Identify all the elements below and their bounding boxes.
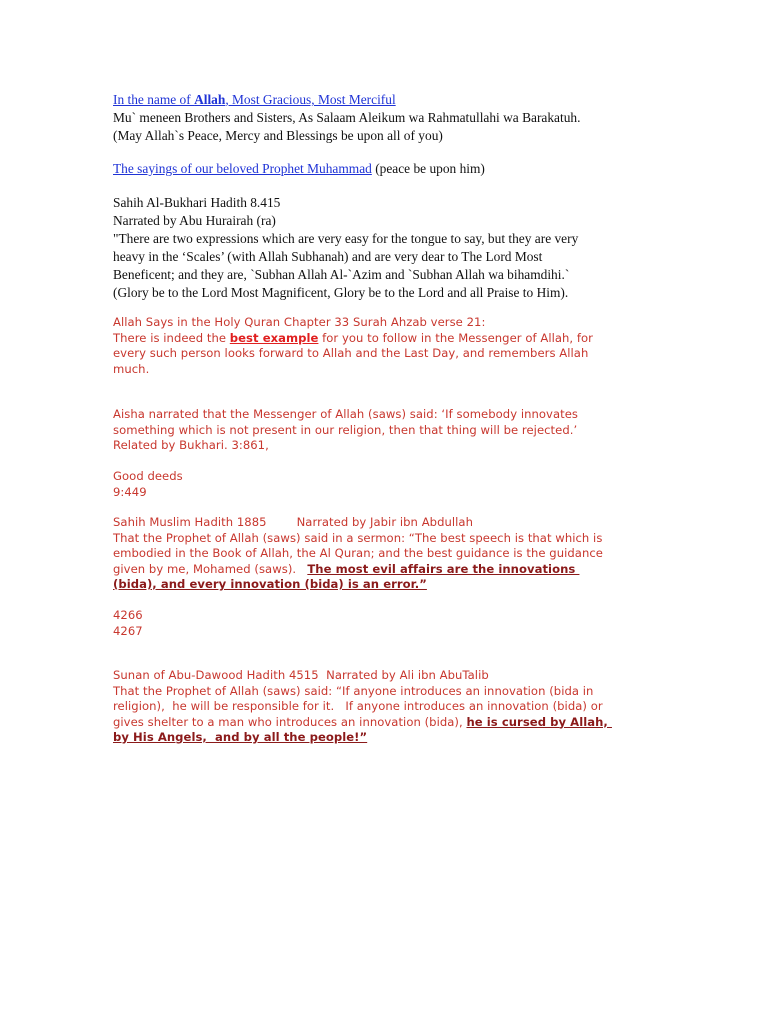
aisha-narration-block <box>113 407 673 454</box>
hadith-text-line: heavy in the ‘Scales’ (with Allah Subhanah) and are very dear to The Lord Most <box>113 249 543 264</box>
good-deeds-ref: 9:449 <box>113 484 147 499</box>
quran-text-line: There is indeed the best example for you to follow in the Messenger of Allah, for <box>113 330 593 345</box>
hadith-text-line: (Glory be to the Lord Most Magnificent, Glory be to the Lord and all Praise to Him). <box>113 285 569 300</box>
quran-reference: Allah Says in the Holy Quran Chapter 33 Surah Ahzab verse 21: <box>113 315 486 329</box>
hadith-text-line: given by me, Mohamed (saws). The most evil affairs are the innovations <box>113 561 580 576</box>
sayings-suffix: (peace be upon him) <box>371 161 485 176</box>
quran-text-line: every such person looks forward to Allah and the Last Day, and remembers Allah <box>113 346 589 360</box>
salaam-line: Mu` meneen Brothers and Sisters, As Salaam Aleikum wa Rahmatullahi wa Barakatuh. <box>113 110 581 125</box>
reference-number: 4266 <box>113 608 143 622</box>
quran-verse-block <box>113 315 673 377</box>
hadith-text-line <box>113 577 673 593</box>
hadith-text-line: religion), he will be responsible for it. If anyone introduces an innovation (bida) or <box>113 699 603 713</box>
bismillah-link[interactable]: In the name of Allah, Most Gracious, Most Merciful <box>113 92 396 107</box>
sayings-link[interactable]: The sayings of our beloved Prophet Muhammad <box>113 161 372 176</box>
hadith-text-line: That the Prophet of Allah (saws) said in a sermon: “The best speech is that which is <box>113 530 603 545</box>
bukhari-hadith-block <box>113 194 673 302</box>
abu-dawood-hadith-block <box>113 668 673 746</box>
blessings-line: (May Allah`s Peace, Mercy and Blessings be upon all of you) <box>113 128 443 143</box>
cursed-emphasis: he is cursed by Allah, <box>466 714 612 729</box>
hadith-text-line: embodied in the Book of Allah, the Al Quran; and the best guidance is the guidance <box>113 546 603 560</box>
hadith-text-line: That the Prophet of Allah (saws) said: “If anyone introduces an innovation (bida in <box>113 683 594 698</box>
hadith-text-line <box>113 730 673 746</box>
good-deeds-block <box>113 469 673 500</box>
quran-text-line: much. <box>113 361 150 376</box>
hadith-text-line: Beneficent; and they are, `Subhan Allah Al-`Azim and `Subhan Allah wa bihamdihi.` <box>113 267 570 282</box>
evil-affairs-emphasis: The most evil affairs are the innovations <box>307 561 580 576</box>
innovation-error-emphasis: (bida), and every innovation (bida) is an error.” <box>113 577 427 591</box>
narration-line: something which is not present in our religion, then that thing will be rejected.’ <box>113 422 578 437</box>
sayings-block <box>113 160 673 178</box>
good-deeds-label: Good deeds <box>113 469 183 483</box>
hadith-text-line: gives shelter to a man who introduces an innovation (bida), he is cursed by Allah, <box>113 714 612 729</box>
hadith-reference-line: Sahih Muslim Hadith 1885 Narrated by Jabir ibn Abdullah <box>113 515 473 529</box>
best-example-emphasis: best example <box>229 330 319 345</box>
angels-people-emphasis: by His Angels, and by all the people!” <box>113 730 368 744</box>
hadith-text-line: "There are two expressions which are very easy for the tongue to say, but they are very <box>113 231 579 246</box>
bismillah-line[interactable] <box>113 91 673 109</box>
narration-line: Related by Bukhari. 3:861, <box>113 438 269 452</box>
hadith-reference-line: Sunan of Abu-Dawood Hadith 4515 Narrated by Ali ibn AbuTalib <box>113 668 489 682</box>
hadith-narrator: Narrated by Abu Hurairah (ra) <box>113 213 276 228</box>
greeting-block <box>113 91 673 145</box>
hadith-reference: Sahih Al-Bukhari Hadith 8.415 <box>113 195 281 210</box>
muslim-hadith-block <box>113 515 673 593</box>
reference-numbers-block <box>113 608 673 639</box>
reference-number: 4267 <box>113 623 143 638</box>
narration-line: Aisha narrated that the Messenger of Allah (saws) said: ‘If somebody innovates <box>113 407 578 421</box>
